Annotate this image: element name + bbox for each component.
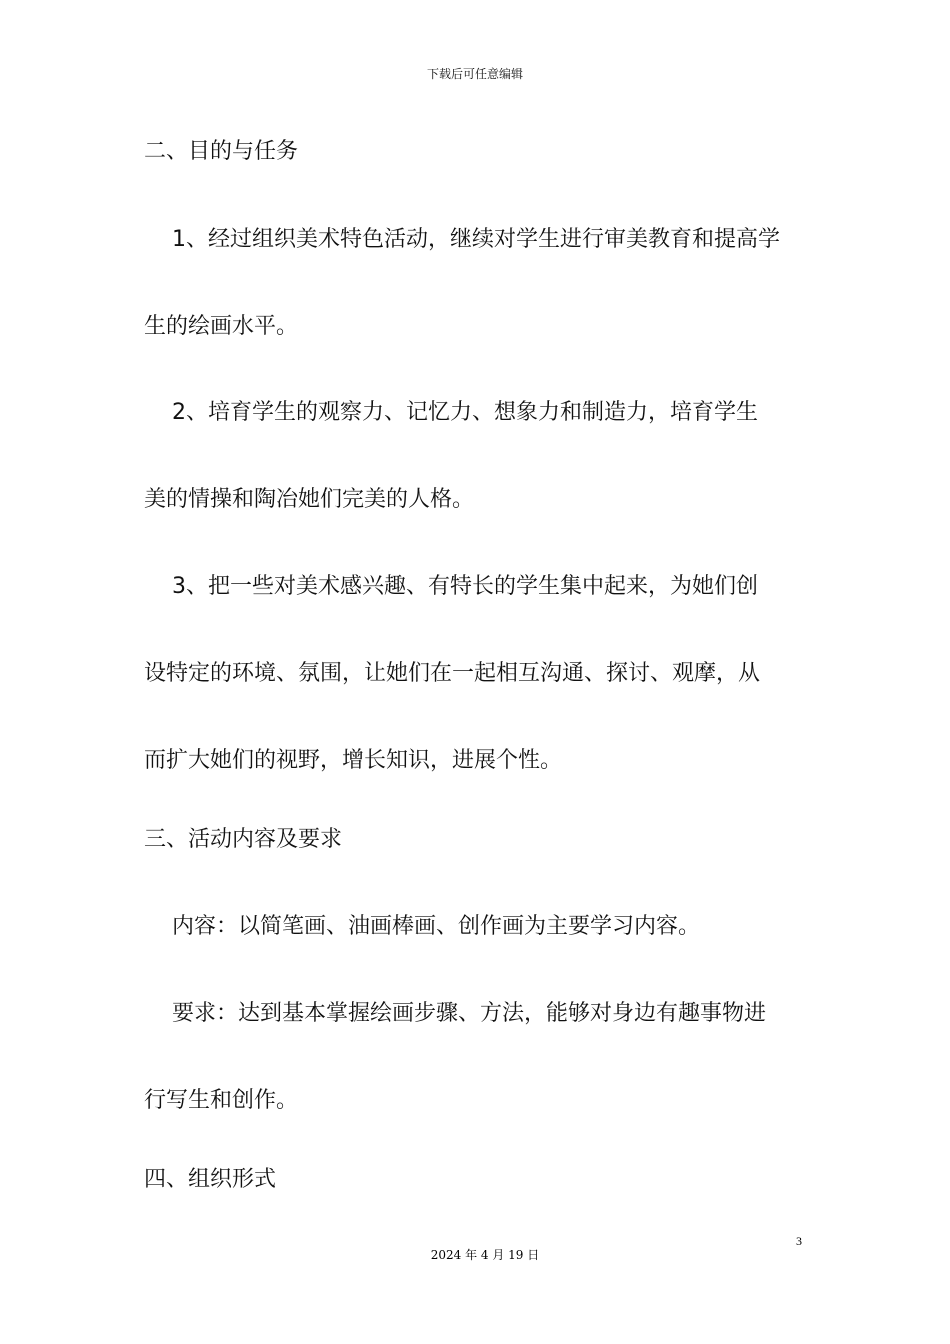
paragraph-content: 内容：以简笔画、油画棒画、创作画为主要学习内容。 xyxy=(172,914,701,939)
paragraph-item-2-line-1: 2、培育学生的观察力、记忆力、想象力和制造力，培育学生 xyxy=(172,400,758,425)
paragraph-item-1-line-2: 生的绘画水平。 xyxy=(144,314,299,339)
page-header: 下载后可任意编辑 xyxy=(426,67,523,81)
paragraph-item-3-line-1: 3、把一些对美术感兴趣、有特长的学生集中起来，为她们创 xyxy=(172,574,758,599)
paragraph-item-1-line-1: 1、经过组织美术特色活动，继续对学生进行审美教育和提高学 xyxy=(172,227,780,252)
paragraph-requirement-line-1: 要求：达到基本掌握绘画步骤、方法，能够对身边有趣事物进 xyxy=(172,1001,767,1026)
page-number: 3 xyxy=(796,1234,802,1248)
paragraph-item-2-line-2: 美的情操和陶冶她们完美的人格。 xyxy=(144,487,475,512)
paragraph-requirement-line-2: 行写生和创作。 xyxy=(144,1088,299,1113)
page-footer-date: 2024 年 4 月 19 日 xyxy=(430,1248,540,1262)
section-heading-organization: 四、组织形式 xyxy=(144,1167,277,1192)
section-heading-purpose: 二、目的与任务 xyxy=(144,139,299,164)
section-heading-activities: 三、活动内容及要求 xyxy=(144,827,343,852)
paragraph-item-3-line-3: 而扩大她们的视野，增长知识，进展个性。 xyxy=(144,748,563,773)
paragraph-item-3-line-2: 设特定的环境、氛围，让她们在一起相互沟通、探讨、观摩，从 xyxy=(144,661,761,686)
